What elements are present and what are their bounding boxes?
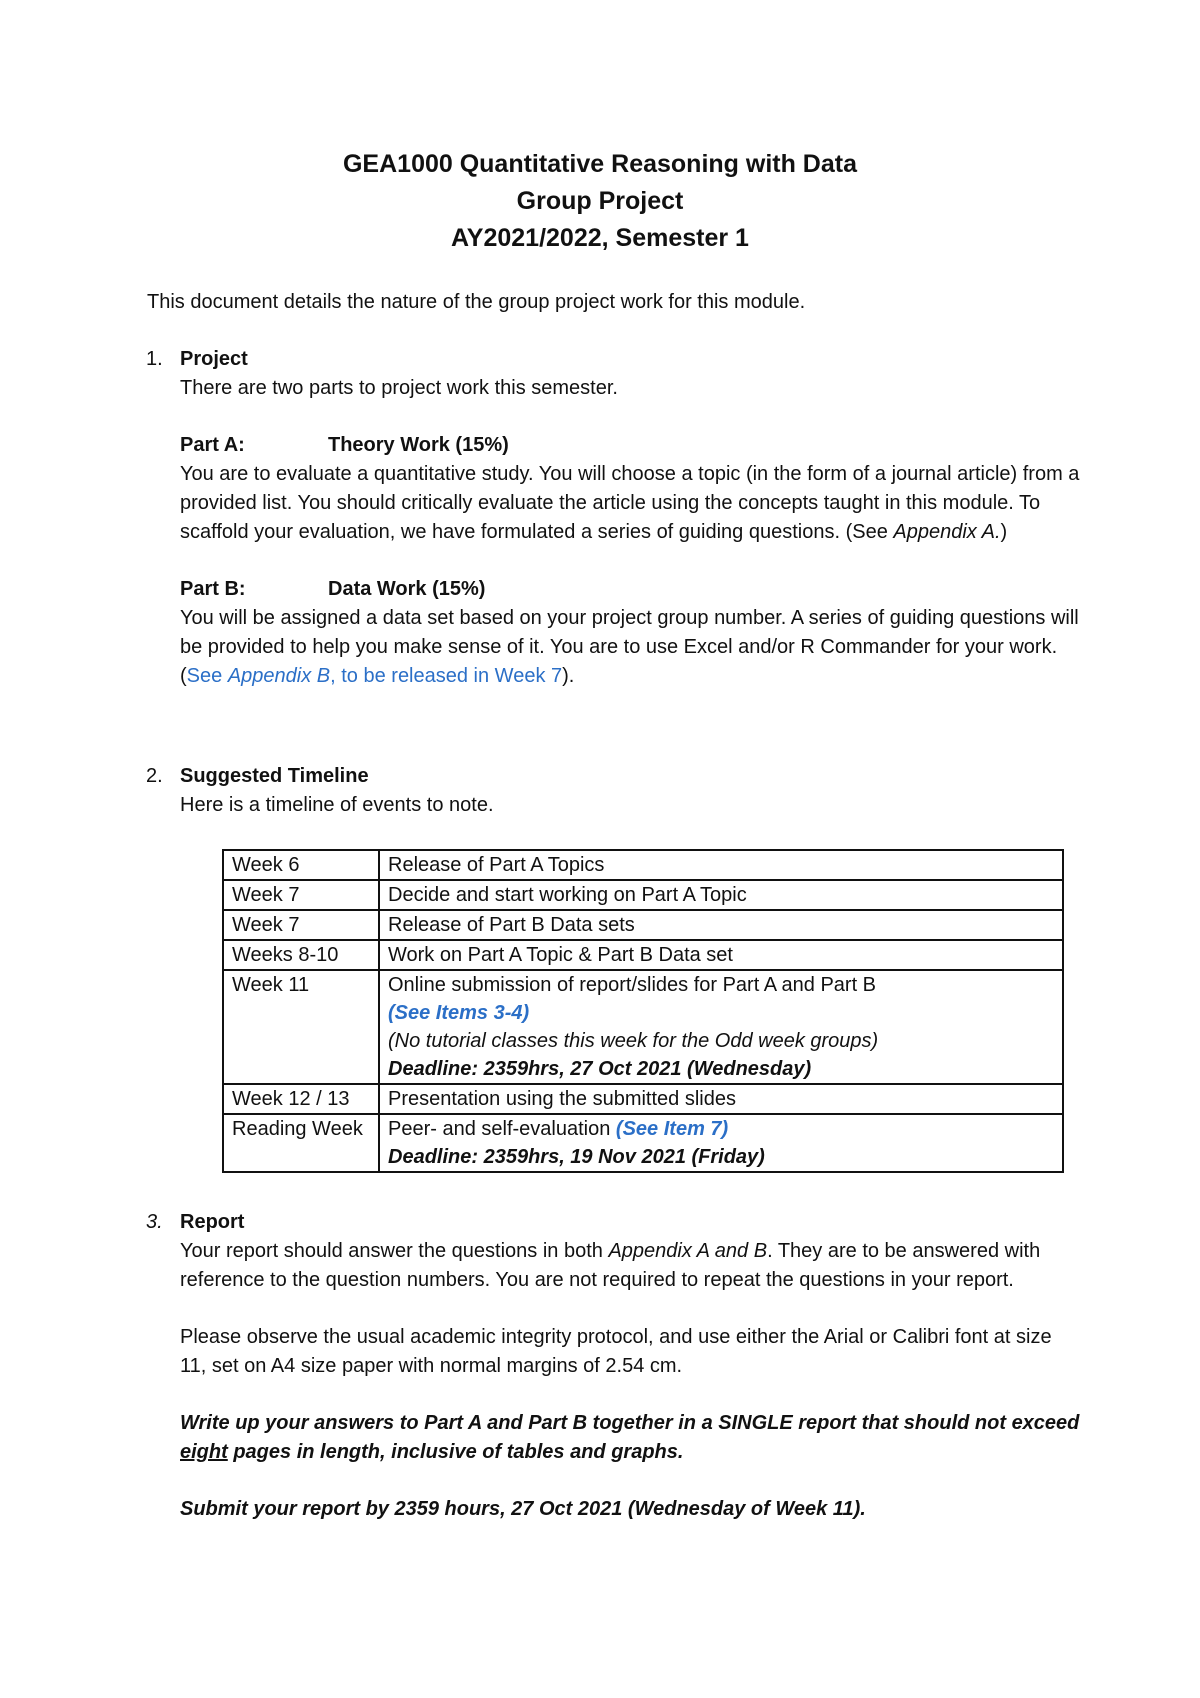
week-cell: Reading Week — [223, 1114, 379, 1172]
event-cell: Work on Part A Topic & Part B Data set — [379, 940, 1063, 970]
items-link[interactable]: (See Items 3-4) — [388, 1002, 530, 1024]
report-paragraph-3: Write up your answers to Part A and Part B together in a SINGLE report that should not exceed eight pages in length, inclusive of tables and graphs. — [180, 1412, 1080, 1463]
section-number: 1. — [146, 348, 163, 370]
title-line-3: AY2021/2022, Semester 1 — [451, 224, 749, 252]
week-cell: Week 12 / 13 — [223, 1084, 379, 1114]
title-line-2: Group Project — [516, 187, 684, 215]
part-b-text: You will be assigned a data set based on your project group number. A series of guiding questions will be provided to help you make sense of it. You are to use Excel and/or R Commander for your work. (See Appendix B, to be released in Week 7). — [180, 607, 1079, 687]
section-project — [146, 345, 1080, 691]
title-line-1: GEA1000 Quantitative Reasoning with Data — [342, 150, 857, 178]
report-paragraph-2: Please observe the usual academic integrity protocol, and use either the Arial or Calibri font at size 11, set on A4 size paper with normal margins of 2.54 cm. — [180, 1326, 1052, 1377]
table-row — [223, 970, 1063, 1084]
event-cell: Release of Part A Topics — [379, 850, 1063, 880]
section-heading: Project — [180, 348, 248, 370]
document-title — [0, 146, 1200, 257]
part-a-text: You are to evaluate a quantitative study. You will choose a topic (in the form of a journal article) from a provided list. You should critically evaluate the article using the concepts taught in this module. To scaffold your evaluation, we have formulated a series of guiding questions. (See Appendix A.) — [180, 463, 1080, 543]
event-cell: Online submission of report/slides for Part A and Part B (See Items 3-4) (No tutorial classes this week for the Odd week groups) Deadline: 2359hrs, 27 Oct 2021 (Wednesday) — [379, 970, 1063, 1084]
event-cell: Release of Part B Data sets — [379, 910, 1063, 940]
table-row — [223, 880, 1063, 910]
part-b-heading: Part B: Data Work (15%) — [180, 578, 486, 600]
table-row — [223, 1114, 1063, 1172]
intro-text: This document details the nature of the group project work for this module. — [147, 291, 806, 313]
table-row — [223, 850, 1063, 880]
timeline-table — [222, 849, 1064, 1173]
week-cell: Weeks 8-10 — [223, 940, 379, 970]
table-row — [223, 940, 1063, 970]
deadline-text: Deadline: 2359hrs, 27 Oct 2021 (Wednesday) — [388, 1058, 812, 1080]
table-row — [223, 1084, 1063, 1114]
report-paragraph-1: Your report should answer the questions in both Appendix A and B. They are to be answered with reference to the question numbers. You are not required to repeat the questions in your report. — [180, 1240, 1041, 1291]
section-number: 2. — [146, 765, 163, 787]
event-cell: Presentation using the submitted slides — [379, 1084, 1063, 1114]
section-number: 3. — [146, 1211, 163, 1233]
section-heading: Report — [180, 1211, 245, 1233]
event-cell: Peer- and self-evaluation (See Item 7) Deadline: 2359hrs, 19 Nov 2021 (Friday) — [379, 1114, 1063, 1172]
week-cell: Week 7 — [223, 880, 379, 910]
section-heading: Suggested Timeline — [180, 765, 369, 787]
appendix-b-link[interactable]: See Appendix B, to be released in Week 7 — [186, 665, 563, 687]
tutorial-note: (No tutorial classes this week for the Odd week groups) — [388, 1030, 879, 1052]
section-lead: There are two parts to project work this semester. — [180, 377, 618, 399]
deadline-text: Deadline: 2359hrs, 19 Nov 2021 (Friday) — [388, 1146, 765, 1168]
week-cell: Week 11 — [223, 970, 379, 1084]
report-paragraph-4: Submit your report by 2359 hours, 27 Oct 2021 (Wednesday of Week 11). — [180, 1498, 866, 1520]
part-a-heading: Part A: Theory Work (15%) — [180, 434, 509, 456]
section-lead: Here is a timeline of events to note. — [180, 794, 494, 816]
section-timeline — [146, 762, 1080, 820]
event-cell: Decide and start working on Part A Topic — [379, 880, 1063, 910]
week-cell: Week 6 — [223, 850, 379, 880]
table-row — [223, 910, 1063, 940]
item-link[interactable]: (See Item 7) — [615, 1118, 729, 1140]
section-report — [146, 1208, 1080, 1524]
week-cell: Week 7 — [223, 910, 379, 940]
